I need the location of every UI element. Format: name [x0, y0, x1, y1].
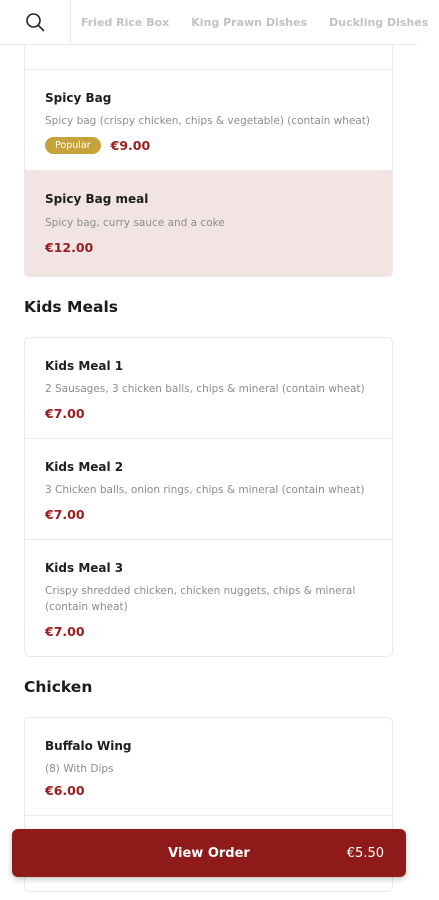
item-price: €12.00 — [45, 240, 94, 255]
tab-king-prawn-dishes[interactable]: King Prawn Dishes — [191, 15, 308, 29]
item-price: €7.00 — [45, 406, 85, 421]
item-name: Kids Meal 3 — [45, 561, 124, 575]
item-price: €7.00 — [45, 507, 85, 522]
search-icon — [25, 12, 45, 32]
menu-item-spicy-bag-meal[interactable] — [25, 170, 392, 276]
item-name: Buffalo Wing — [45, 739, 132, 753]
spicy-bag-card-group — [24, 33, 393, 277]
item-description: (8) With Dips — [45, 763, 114, 775]
view-order-button[interactable] — [12, 829, 406, 877]
section-title-chicken: Chicken — [24, 678, 93, 696]
menu-item-kids-meal-3[interactable] — [25, 539, 392, 656]
menu-item-spicy-bag[interactable] — [25, 69, 392, 170]
category-nav — [0, 0, 429, 45]
menu-content — [0, 45, 417, 892]
item-description: Crispy shredded chicken, chicken nuggets, chips & mineral (contain wheat) — [45, 585, 356, 613]
item-description: 2 Sausages, 3 chicken balls, chips & mineral (contain wheat) — [45, 383, 365, 395]
search-button[interactable] — [0, 0, 71, 45]
menu-item-kids-meal-1[interactable] — [25, 338, 392, 438]
item-price: €6.00 — [45, 783, 85, 798]
item-name: Spicy Bag meal — [45, 192, 149, 206]
tab-fried-rice-box[interactable]: Fried Rice Box — [81, 15, 170, 29]
order-total: €5.50 — [346, 845, 384, 861]
menu-item-buffalo-wing[interactable] — [25, 718, 392, 815]
item-description: 3 Chicken balls, onion rings, chips & mineral (contain wheat) — [45, 484, 365, 496]
price-row — [45, 137, 372, 154]
item-name: Spicy Bag — [45, 91, 112, 105]
item-description: Spicy bag, curry sauce and a coke — [45, 217, 225, 229]
tab-duckling-dishes[interactable]: Duckling Dishes — [329, 15, 429, 29]
menu-item-kids-meal-2[interactable] — [25, 438, 392, 539]
popular-badge: Popular — [45, 137, 101, 154]
view-order-label: View Order — [168, 845, 250, 861]
item-price: €7.00 — [45, 624, 85, 639]
category-tabs — [71, 0, 439, 45]
section-title-kids-meals: Kids Meals — [24, 298, 118, 316]
item-name: Kids Meal 1 — [45, 359, 124, 373]
kids-meals-card-group — [24, 337, 393, 657]
item-price: €9.00 — [110, 137, 151, 153]
item-description: Spicy bag (crispy chicken, chips & vegetable) (contain wheat) — [45, 115, 371, 127]
item-name: Kids Meal 2 — [45, 460, 124, 474]
